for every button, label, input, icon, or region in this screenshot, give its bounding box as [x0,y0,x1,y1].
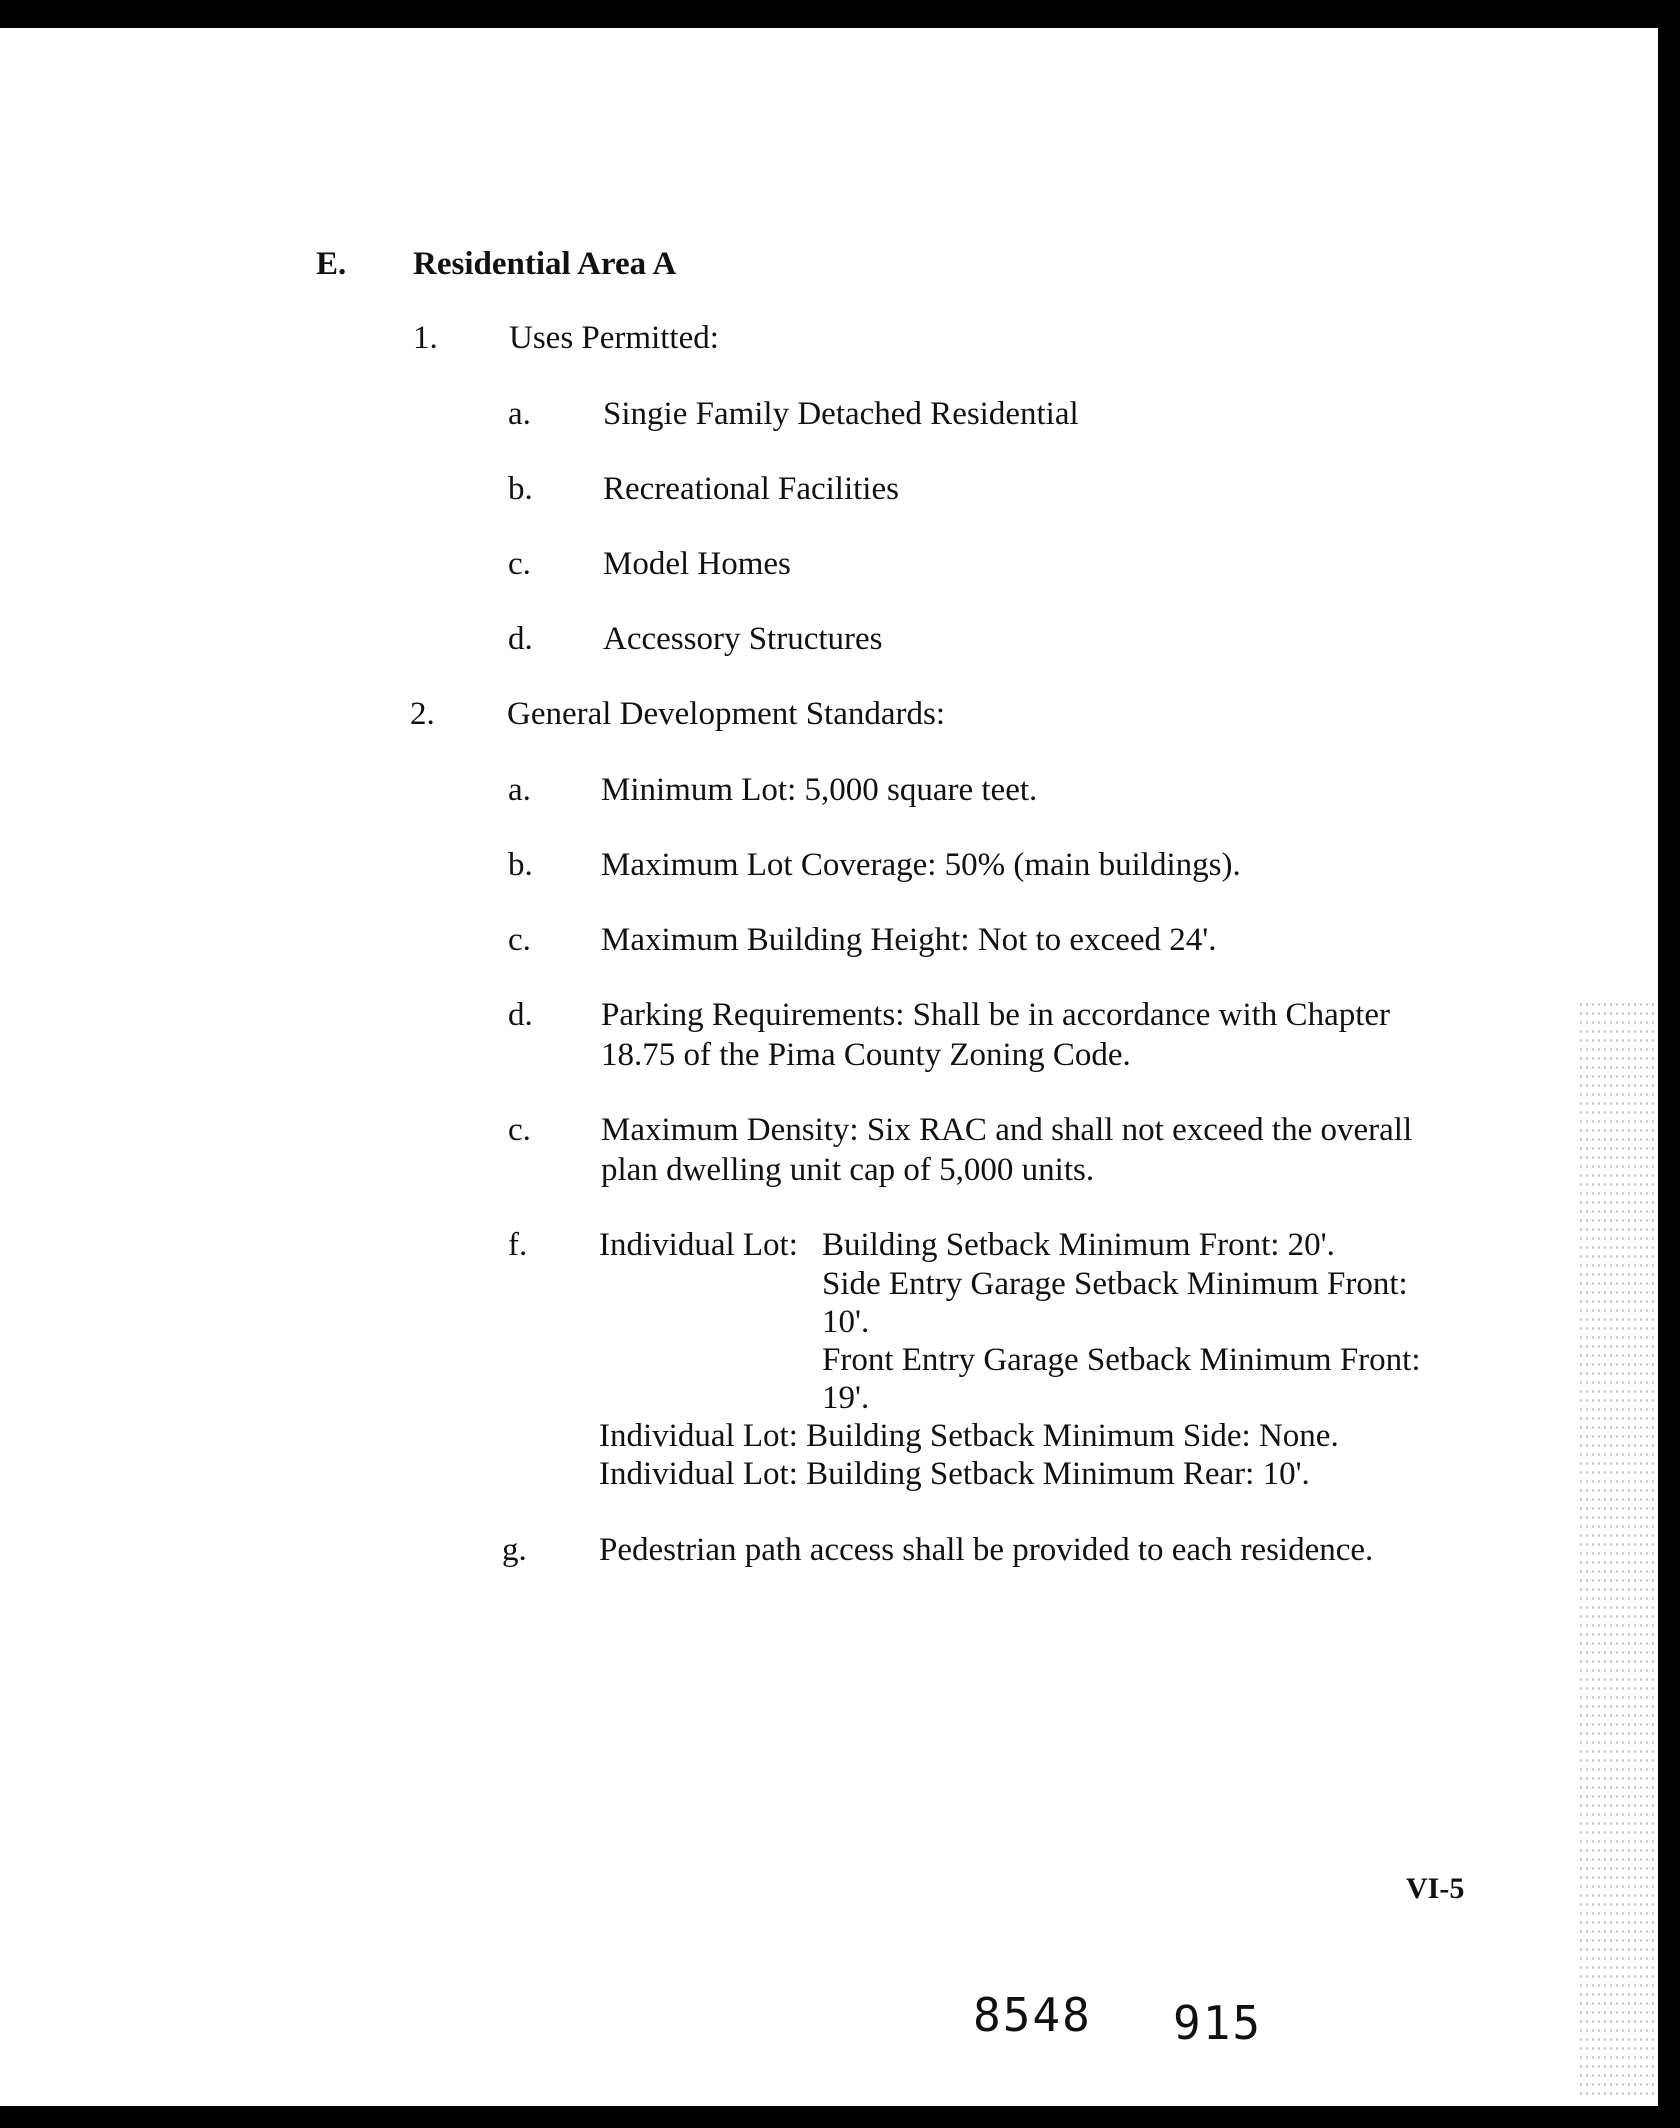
setback-side: Individual Lot: Building Setback Minimum Side: None. [599,1418,1339,1454]
setback-front-garage-value: 19'. [822,1380,870,1416]
standard-pedestrian-path: Pedestrian path access shall be provided to each residence. [599,1532,1374,1568]
scan-border-right [1658,0,1680,2128]
standard-parking-line2: 18.75 of the Pima County Zoning Code. [601,1037,1131,1073]
standards-heading: General Development Standards: [507,696,946,732]
uses-item-label: d. [508,621,533,657]
setback-rear: Individual Lot: Building Setback Minimum Rear: 10'. [599,1456,1310,1492]
bates-stamp-right: 915 [1173,1996,1263,2050]
scan-border-bottom [0,2106,1680,2128]
setback-side-garage: Side Entry Garage Setback Minimum Front: [822,1266,1408,1302]
uses-item-label: a. [508,396,531,432]
standard-label: g. [502,1532,527,1568]
uses-item-text: Singie Family Detached Residential [603,396,1079,432]
setback-prefix: Individual Lot: [599,1227,798,1263]
bates-stamp-left: 8548 [973,1988,1092,2042]
setback-front-garage: Front Entry Garage Setback Minimum Front: [822,1342,1421,1378]
standard-lot-coverage: Maximum Lot Coverage: 50% (main buildings). [601,847,1241,883]
standard-density-line1: Maximum Density: Six RAC and shall not exceed the overall [601,1112,1413,1148]
uses-item-text: Model Homes [603,546,791,582]
scan-noise [1578,1000,1658,2100]
standard-min-lot: Minimum Lot: 5,000 square teet. [601,772,1038,808]
scan-border-top [0,0,1680,28]
page-number: VI-5 [1406,1872,1465,1905]
uses-item-label: c. [508,546,531,582]
section-letter: E. [316,246,347,282]
standard-parking-line1: Parking Requirements: Shall be in accordance with Chapter [601,997,1391,1033]
uses-item-text: Accessory Structures [603,621,883,657]
standard-label: b. [508,847,533,883]
section-title: Residential Area A [413,246,677,282]
standards-number: 2. [410,696,435,732]
standard-label: a. [508,772,531,808]
setback-side-garage-value: 10'. [822,1304,870,1340]
uses-item-label: b. [508,471,533,507]
uses-item-text: Recreational Facilities [603,471,899,507]
standard-density-line2: plan dwelling unit cap of 5,000 units. [601,1152,1095,1188]
standard-label: c. [508,922,531,958]
standard-label: d. [508,997,533,1033]
uses-number: 1. [413,320,438,356]
setback-front: Building Setback Minimum Front: 20'. [822,1227,1335,1263]
standard-label: f. [508,1227,528,1263]
uses-heading: Uses Permitted: [509,320,719,356]
standard-building-height: Maximum Building Height: Not to exceed 24'. [601,922,1217,958]
standard-label: c. [508,1112,531,1148]
